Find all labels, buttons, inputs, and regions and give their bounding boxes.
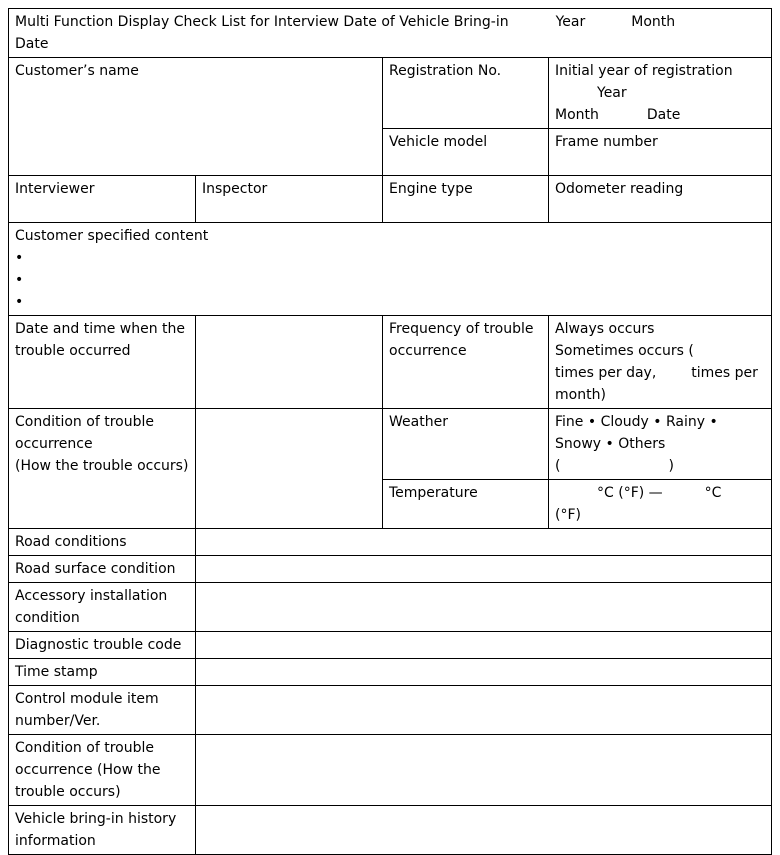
engine-type-label: Engine type bbox=[389, 181, 473, 197]
road-surface-row bbox=[9, 556, 772, 583]
control-module-value-cell[interactable] bbox=[196, 686, 772, 735]
condition-occurrence-label: Condition of trouble occurrence (How the trouble occurs) bbox=[15, 740, 161, 800]
registration-no-cell[interactable] bbox=[383, 58, 549, 129]
bring-in-history-label: Vehicle bring-in history information bbox=[15, 811, 177, 849]
frequency-sometimes: Sometimes occurs ( bbox=[555, 343, 694, 359]
initial-registration-month: Month bbox=[555, 107, 599, 123]
frequency-label-cell bbox=[383, 316, 549, 409]
initial-registration-date: Date bbox=[646, 107, 681, 123]
frame-number-cell[interactable] bbox=[549, 129, 772, 176]
customer-name-cell[interactable] bbox=[9, 58, 383, 176]
time-stamp-label-cell bbox=[9, 659, 196, 686]
title-cell bbox=[9, 9, 772, 58]
road-conditions-label: Road conditions bbox=[15, 534, 127, 550]
engine-type-cell[interactable] bbox=[383, 176, 549, 223]
road-surface-label-cell bbox=[9, 556, 196, 583]
time-stamp-value-cell[interactable] bbox=[196, 659, 772, 686]
customer-name-label: Customer’s name bbox=[15, 63, 139, 79]
accessory-label-cell bbox=[9, 583, 196, 632]
customer-specified-cell[interactable] bbox=[9, 223, 772, 316]
control-module-label: Control module item number/Ver. bbox=[15, 691, 159, 729]
weather-label-cell bbox=[383, 409, 549, 480]
initial-registration-cell[interactable] bbox=[549, 58, 772, 129]
frequency-label: Frequency of trouble occurrence bbox=[389, 321, 534, 359]
weather-paren-open: ( bbox=[555, 458, 561, 474]
bring-in-history-value-cell[interactable] bbox=[196, 806, 772, 855]
customer-specified-label: Customer specified content bbox=[15, 228, 209, 244]
frame-number-label: Frame number bbox=[555, 134, 658, 150]
odometer-reading-label: Odometer reading bbox=[555, 181, 684, 197]
trouble-datetime-value-cell[interactable] bbox=[196, 316, 383, 409]
inspector-cell[interactable] bbox=[196, 176, 383, 223]
condition-occurrence-label-cell bbox=[9, 735, 196, 806]
bullet-3: • bbox=[15, 294, 24, 310]
condition-value-cell[interactable] bbox=[196, 409, 383, 529]
road-conditions-value-cell[interactable] bbox=[196, 529, 772, 556]
dtc-label: Diagnostic trouble code bbox=[15, 637, 182, 653]
trouble-datetime-label: Date and time when the trouble occurred bbox=[15, 321, 186, 359]
accessory-label: Accessory installation condition bbox=[15, 588, 168, 626]
trouble-datetime-row bbox=[9, 316, 772, 409]
interviewer-label: Interviewer bbox=[15, 181, 95, 197]
temperature-unit-f: (°F) bbox=[555, 507, 581, 523]
condition-occurrence-value-cell[interactable] bbox=[196, 735, 772, 806]
frequency-always: Always occurs bbox=[555, 321, 655, 337]
weather-label: Weather bbox=[389, 414, 448, 430]
weather-value-cell[interactable] bbox=[549, 409, 772, 480]
vehicle-model-cell[interactable] bbox=[383, 129, 549, 176]
title-year: Year bbox=[555, 14, 586, 30]
dtc-row bbox=[9, 632, 772, 659]
interviewer-cell[interactable] bbox=[9, 176, 196, 223]
temperature-value-cell[interactable] bbox=[549, 480, 772, 529]
frequency-month-close: month) bbox=[555, 387, 606, 403]
registration-no-label: Registration No. bbox=[389, 63, 502, 79]
weather-options-line1: Fine • Cloudy • Rainy • bbox=[555, 414, 718, 430]
frequency-value-cell[interactable] bbox=[549, 316, 772, 409]
bring-in-history-label-cell bbox=[9, 806, 196, 855]
road-conditions-label-cell bbox=[9, 529, 196, 556]
accessory-value-cell[interactable] bbox=[196, 583, 772, 632]
bullet-2: • bbox=[15, 272, 24, 288]
customer-specified-row bbox=[9, 223, 772, 316]
condition-label-line2: (How the trouble occurs) bbox=[15, 458, 189, 474]
title-row bbox=[9, 9, 772, 58]
frequency-times-per-day: times per day, bbox=[555, 365, 657, 381]
bring-in-history-row bbox=[9, 806, 772, 855]
odometer-reading-cell[interactable] bbox=[549, 176, 772, 223]
frequency-times-per-month: times per bbox=[691, 365, 758, 381]
bullet-1: • bbox=[15, 250, 24, 266]
accessory-row bbox=[9, 583, 772, 632]
temperature-label-cell bbox=[383, 480, 549, 529]
dtc-value-cell[interactable] bbox=[196, 632, 772, 659]
condition-label-cell bbox=[9, 409, 196, 529]
road-surface-value-cell[interactable] bbox=[196, 556, 772, 583]
weather-row bbox=[9, 409, 772, 480]
dtc-label-cell bbox=[9, 632, 196, 659]
temperature-unit-to: °C bbox=[704, 485, 722, 501]
inspector-label: Inspector bbox=[202, 181, 268, 197]
control-module-row bbox=[9, 686, 772, 735]
road-surface-label: Road surface condition bbox=[15, 561, 176, 577]
condition-label-line1: Condition of trouble occurrence bbox=[15, 414, 154, 452]
temperature-unit-from: °C (°F) — bbox=[597, 485, 663, 501]
control-module-label-cell bbox=[9, 686, 196, 735]
title-date: Date bbox=[15, 36, 49, 52]
interviewer-row bbox=[9, 176, 772, 223]
time-stamp-row bbox=[9, 659, 772, 686]
temperature-label: Temperature bbox=[389, 485, 478, 501]
weather-options-line2: Snowy • Others bbox=[555, 436, 666, 452]
time-stamp-label: Time stamp bbox=[15, 664, 98, 680]
title-month: Month bbox=[631, 14, 676, 30]
weather-paren-close: ) bbox=[668, 458, 674, 474]
trouble-datetime-label-cell bbox=[9, 316, 196, 409]
title-text: Multi Function Display Check List for Interview Date of Vehicle Bring-in bbox=[15, 14, 509, 30]
condition-occurrence-row bbox=[9, 735, 772, 806]
check-list-table bbox=[8, 8, 772, 855]
vehicle-model-label: Vehicle model bbox=[389, 134, 488, 150]
initial-registration-year: Year bbox=[597, 85, 627, 101]
customer-row bbox=[9, 58, 772, 129]
initial-registration-label: Initial year of registration bbox=[555, 63, 733, 79]
road-conditions-row bbox=[9, 529, 772, 556]
